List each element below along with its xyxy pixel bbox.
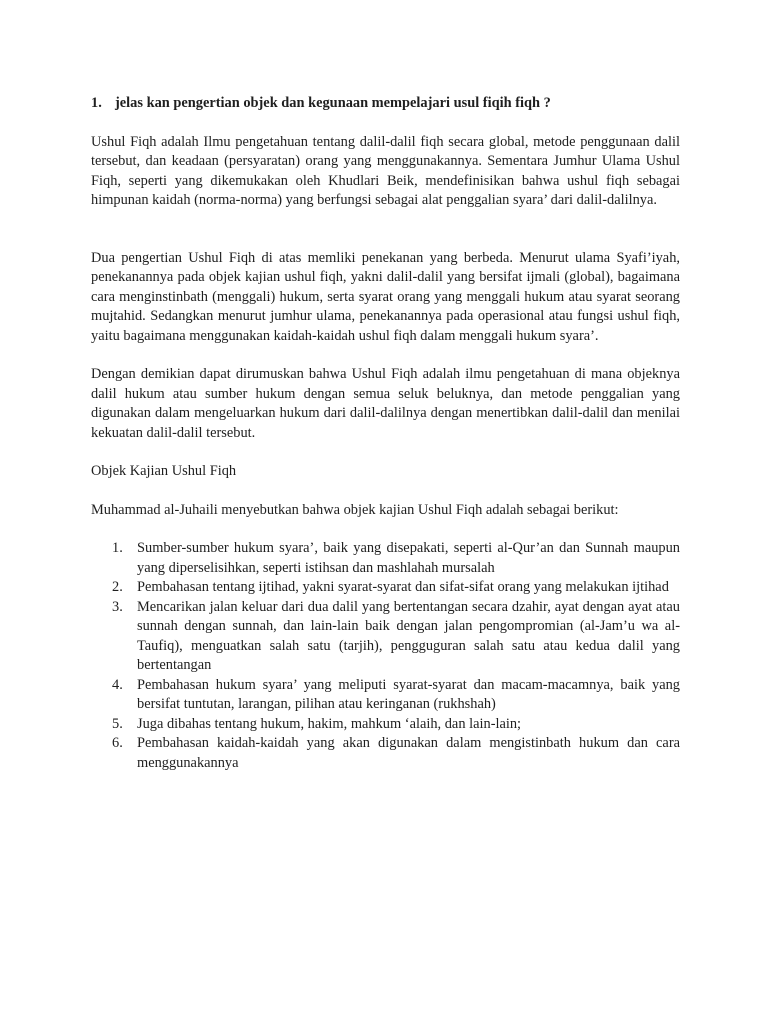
list-item-number: 1. xyxy=(112,540,123,556)
list-item-number: 6. xyxy=(112,735,123,751)
spacer xyxy=(91,211,680,249)
list-item xyxy=(112,539,680,578)
spacer xyxy=(91,520,680,539)
list-item-text: Juga dibahas tentang hukum, hakim, mahkum ‘alaih, dan lain-lain; xyxy=(137,715,522,732)
spacer xyxy=(91,346,680,365)
list-item-text: Pembahasan kaidah-kaidah yang akan digunakan dalam mengistinbath hukum dan cara menggunakannya xyxy=(137,735,680,771)
paragraph-definition: Ushul Fiqh adalah Ilmu pengetahuan tentang dalil-dalil fiqh secara global, metode penggunaan dalil tersebut, dan keadaan (persyaratan) orang yang menggunakannya. Sementara Jumhur Ulama Ushul Fiqh, seperti yang dikemukakan oleh Khudlari Beik, mendefinisikan bahwa ushul fiqh sebagai himpunan kaidah (norma-norma) yang berfungsi sebagai alat penggalian syara’ dari dalil-dalilnya. xyxy=(91,133,680,208)
list-item-text: Pembahasan hukum syara’ yang meliputi syarat-syarat dan macam-macamnya, baik yang bersifat tuntutan, larangan, pilihan atau keringanan (rukhshah) xyxy=(137,676,680,712)
list-item-number: 5. xyxy=(112,715,123,732)
question-heading xyxy=(91,94,680,114)
list-item-number: 2. xyxy=(112,579,123,595)
heading-text: jelas kan pengertian objek dan kegunaan mempelajari usul fiqih fiqh ? xyxy=(115,95,551,111)
list-intro: Muhammad al-Juhaili menyebutkan bahwa objek kajian Ushul Fiqh adalah sebagai berikut: xyxy=(91,501,619,518)
spacer xyxy=(91,443,680,462)
list-item xyxy=(112,598,680,676)
spacer xyxy=(91,482,680,501)
paragraph-comparison: Dua pengertian Ushul Fiqh di atas memliki penekanan yang berbeda. Menurut ulama Syafi’iyah, penekanannya pada objek kajian ushul fiqh, yakni dalil-dalil yang bersifat ijmali (global), bagaimana cara menginstinbath (menggali) hukum, serta syarat orang yang menggali hukum atau syarat seorang mujtahid. Sedangkan menurut jumhur ulama, penekanannya pada operasional atau fungsi ushul fiqh, yaitu bagaimana menggunakan kaidah-kaidah ushul fiqh dalam menggali hukum syara’. xyxy=(91,249,680,344)
heading-number: 1. xyxy=(91,95,102,111)
paragraph-conclusion: Dengan demikian dapat dirumuskan bahwa Ushul Fiqh adalah ilmu pengetahuan di mana objeknya dalil hukum atau sumber hukum dengan semua seluk beluknya, dan metode penggalian yang digunakan dalam mengeluarkan hukum dari dalil-dalilnya dengan menertibkan dalil-dalil dan menilai kekuatan dalil-dalil tersebut. xyxy=(91,366,680,441)
list-item-text: Sumber-sumber hukum syara’, baik yang disepakati, seperti al-Qur’an dan Sunnah maupun yang diperselisihkan, seperti istihsan dan mashlahah mursalah xyxy=(137,540,680,576)
list-item xyxy=(112,676,680,715)
list-item-text: Pembahasan tentang ijtihad, yakni syarat-syarat dan sifat-sifat orang yang melakukan ijtihad xyxy=(137,579,669,595)
section-title: Objek Kajian Ushul Fiqh xyxy=(91,463,237,479)
list-item-number: 3. xyxy=(112,598,123,615)
list-item xyxy=(112,578,680,598)
list-item-number: 4. xyxy=(112,676,123,693)
list-item xyxy=(112,715,680,735)
objects-list xyxy=(91,539,680,773)
list-item xyxy=(112,734,680,773)
list-item-text: Mencarikan jalan keluar dari dua dalil yang bertentangan secara dzahir, ayat dengan ayat atau sunnah dengan sunnah, dan lain-lain baik dengan jalan pengompromian (al-Jam’u wa al-Taufiq), menguatkan salah satu (tarjih), pengguguran salah satu atau kedua dalil yang bertentangan xyxy=(137,598,680,673)
